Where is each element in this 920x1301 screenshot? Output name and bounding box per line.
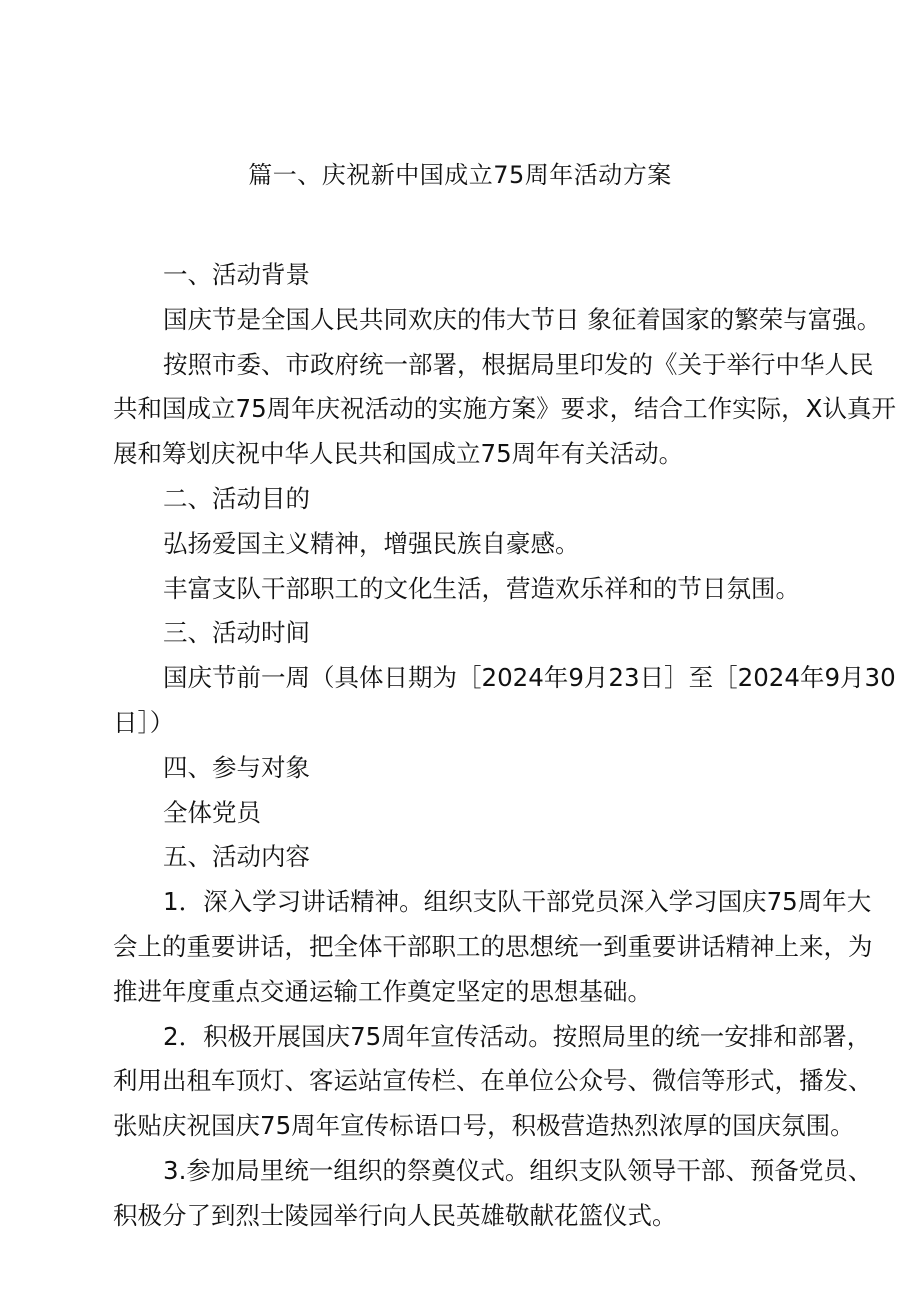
paragraph-line: 1．深入学习讲话精神。组织支队干部党员深入学习国庆75周年大	[163, 887, 872, 917]
paragraph-line: 积极分了到烈士陵园举行向人民英雄敬献花篮仪式。	[113, 1200, 677, 1230]
paragraph-line: 2．积极开展国庆75周年宣传活动。按照局里的统一安排和部署，	[163, 1021, 872, 1051]
paragraph-line: 弘扬爱国主义精神，增强民族自豪感。	[163, 528, 580, 558]
paragraph-line: 日］）	[113, 707, 175, 737]
section-heading-participants: 四、参与对象	[163, 752, 310, 782]
paragraph-line: 3.参加局里统一组织的祭奠仪式。组织支队领导干部、预备党员、	[163, 1155, 873, 1185]
page-title: 篇一、庆祝新中国成立75周年活动方案	[248, 161, 672, 189]
section-heading-content: 五、活动内容	[163, 842, 310, 872]
paragraph-line: 丰富支队干部职工的文化生活，营造欢乐祥和的节日氛围。	[163, 573, 800, 603]
paragraph-line: 国庆节前一周（具体日期为［2024年9月23日］至［2024年9月30	[163, 663, 896, 693]
paragraph-line: 会上的重要讲话，把全体干部职工的思想统一到重要讲话精神上来，为	[113, 931, 873, 961]
section-heading-background: 一、活动背景	[163, 260, 310, 289]
paragraph-line: 张贴庆祝国庆75周年宣传标语口号，积极营造热烈浓厚的国庆氛围。	[113, 1111, 855, 1141]
section-heading-time: 三、活动时间	[163, 618, 310, 648]
paragraph-line: 按照市委、市政府统一部署，根据局里印发的《关于举行中华人民	[163, 349, 874, 379]
paragraph-line: 利用出租车顶灯、客运站宣传栏、在单位公众号、微信等形式，播发、	[113, 1066, 873, 1096]
paragraph-line: 国庆节是全国人民共同欢庆的伟大节日 象征着国家的繁荣与富强。	[163, 304, 882, 334]
paragraph-line: 共和国成立75周年庆祝活动的实施方案》要求，结合工作实际，X认真开	[113, 394, 896, 424]
section-heading-purpose: 二、活动目的	[163, 483, 310, 513]
paragraph-line: 展和筹划庆祝中华人民共和国成立75周年有关活动。	[113, 439, 684, 469]
document-body	[113, 253, 896, 1239]
paragraph-line: 全体党员	[163, 797, 261, 827]
paragraph-line: 推进年度重点交通运输工作奠定坚定的思想基础。	[113, 976, 652, 1006]
